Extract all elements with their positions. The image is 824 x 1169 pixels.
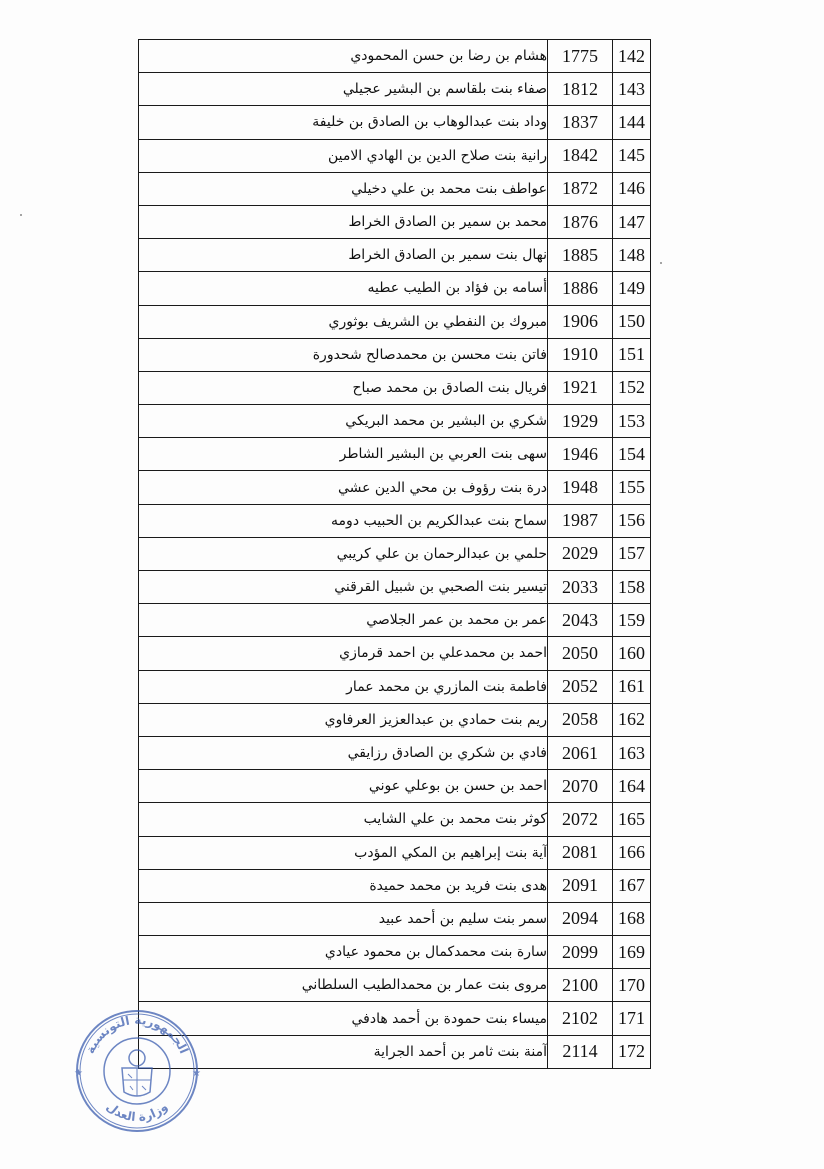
row-full-name: حلمي بن عبدالرحمان بن علي كريبي [139, 537, 548, 570]
row-code: 2033 [548, 571, 613, 604]
row-full-name: مروى بنت عمار بن محمدالطيب السلطاني [139, 969, 548, 1002]
svg-text:★: ★ [74, 1068, 83, 1079]
row-full-name: سهى بنت العربي بن البشير الشاطر [139, 438, 548, 471]
row-code: 2058 [548, 703, 613, 736]
row-number: 146 [613, 172, 651, 205]
names-table-body [139, 40, 651, 1069]
row-number: 163 [613, 736, 651, 769]
row-full-name: آمنة بنت ثامر بن أحمد الجراية [139, 1035, 548, 1068]
table-row [139, 637, 651, 670]
row-number: 143 [613, 73, 651, 106]
row-code: 1910 [548, 338, 613, 371]
row-full-name: مبروك بن النفطي بن الشريف بوثوري [139, 305, 548, 338]
row-full-name: هدى بنت فريد بن محمد حميدة [139, 869, 548, 902]
table-row [139, 338, 651, 371]
names-table [138, 39, 651, 1069]
row-code: 1842 [548, 139, 613, 172]
row-full-name: رانية بنت صلاح الدين بن الهادي الامين [139, 139, 548, 172]
stamp-seal-icon [72, 1006, 202, 1136]
row-full-name: فادي بن شكري بن الصادق رزايقي [139, 736, 548, 769]
row-full-name: تيسير بنت الصحبي بن شبيل القرقني [139, 571, 548, 604]
row-code: 1987 [548, 504, 613, 537]
row-code: 1929 [548, 405, 613, 438]
table-row [139, 902, 651, 935]
row-number: 149 [613, 272, 651, 305]
row-number: 168 [613, 902, 651, 935]
table-row [139, 770, 651, 803]
row-code: 1775 [548, 40, 613, 73]
row-full-name: فاطمة بنت المازري بن محمد عمار [139, 670, 548, 703]
row-number: 153 [613, 405, 651, 438]
table-row [139, 40, 651, 73]
row-number: 147 [613, 205, 651, 238]
row-code: 1921 [548, 371, 613, 404]
table-row [139, 405, 651, 438]
table-row [139, 139, 651, 172]
table-row [139, 471, 651, 504]
table-row [139, 438, 651, 471]
row-full-name: كوثر بنت محمد بن علي الشايب [139, 803, 548, 836]
row-full-name: سماح بنت عبدالكريم بن الحبيب دومه [139, 504, 548, 537]
row-number: 169 [613, 936, 651, 969]
row-code: 1812 [548, 73, 613, 106]
row-full-name: ريم بنت حمادي بن عبدالعزيز العرفاوي [139, 703, 548, 736]
row-number: 170 [613, 969, 651, 1002]
row-code: 1885 [548, 239, 613, 272]
row-code: 2091 [548, 869, 613, 902]
table-row [139, 73, 651, 106]
row-number: 151 [613, 338, 651, 371]
table-row [139, 670, 651, 703]
table-row [139, 504, 651, 537]
row-full-name: هشام بن رضا بن حسن المحمودي [139, 40, 548, 73]
table-row [139, 836, 651, 869]
row-full-name: صفاء بنت بلقاسم بن البشير عجيلي [139, 73, 548, 106]
table-row [139, 869, 651, 902]
table-row [139, 106, 651, 139]
row-number: 142 [613, 40, 651, 73]
table-row [139, 172, 651, 205]
stamp-bottom-text: وزارة العدل [103, 1099, 171, 1125]
row-number: 155 [613, 471, 651, 504]
row-full-name: محمد بن سمير بن الصادق الخراط [139, 205, 548, 238]
table-row [139, 969, 651, 1002]
table-row [139, 371, 651, 404]
row-number: 162 [613, 703, 651, 736]
row-full-name: احمد بن حسن بن بوعلي عوني [139, 770, 548, 803]
table-row [139, 703, 651, 736]
row-full-name: فاتن بنت محسن بن محمدصالح شحدورة [139, 338, 548, 371]
row-code: 1876 [548, 205, 613, 238]
row-full-name: ميساء بنت حمودة بن أحمد هادفي [139, 1002, 548, 1035]
row-full-name: فريال بنت الصادق بن محمد صباح [139, 371, 548, 404]
row-number: 171 [613, 1002, 651, 1035]
row-number: 145 [613, 139, 651, 172]
svg-text:وزارة العدل [104, 1099, 171, 1124]
table-row [139, 604, 651, 637]
row-number: 172 [613, 1035, 651, 1068]
row-code: 1948 [548, 471, 613, 504]
table-row [139, 803, 651, 836]
row-number: 144 [613, 106, 651, 139]
row-number: 167 [613, 869, 651, 902]
row-code: 2029 [548, 537, 613, 570]
row-code: 1872 [548, 172, 613, 205]
row-code: 2081 [548, 836, 613, 869]
table-row [139, 239, 651, 272]
row-full-name: عواطف بنت محمد بن علي دخيلي [139, 172, 548, 205]
row-code: 2050 [548, 637, 613, 670]
row-code: 2070 [548, 770, 613, 803]
table-row [139, 205, 651, 238]
row-code: 2094 [548, 902, 613, 935]
row-full-name: وداد بنت عبدالوهاب بن الصادق بن خليفة [139, 106, 548, 139]
official-stamp [72, 1006, 202, 1136]
row-code: 1886 [548, 272, 613, 305]
table-row [139, 305, 651, 338]
row-code: 1906 [548, 305, 613, 338]
row-code: 2099 [548, 936, 613, 969]
row-code: 2072 [548, 803, 613, 836]
table-row [139, 537, 651, 570]
row-number: 152 [613, 371, 651, 404]
row-full-name: سارة بنت محمدكمال بن محمود عيادي [139, 936, 548, 969]
row-number: 148 [613, 239, 651, 272]
table-row [139, 1035, 651, 1068]
row-code: 2052 [548, 670, 613, 703]
row-full-name: درة بنت رؤوف بن محي الدين عشي [139, 471, 548, 504]
table-row [139, 571, 651, 604]
row-full-name: سمر بنت سليم بن أحمد عبيد [139, 902, 548, 935]
row-number: 156 [613, 504, 651, 537]
row-number: 161 [613, 670, 651, 703]
row-full-name: آية بنت إبراهيم بن المكي المؤدب [139, 836, 548, 869]
row-code: 2100 [548, 969, 613, 1002]
row-code: 2102 [548, 1002, 613, 1035]
svg-text:★: ★ [192, 1068, 201, 1079]
stamp-top-text: الجمهورية التونسية [82, 1012, 192, 1056]
row-number: 166 [613, 836, 651, 869]
table-row [139, 736, 651, 769]
row-code: 2114 [548, 1035, 613, 1068]
row-number: 160 [613, 637, 651, 670]
scan-speck [660, 262, 662, 264]
row-code: 2061 [548, 736, 613, 769]
row-number: 164 [613, 770, 651, 803]
row-number: 154 [613, 438, 651, 471]
row-code: 1946 [548, 438, 613, 471]
table-row [139, 1002, 651, 1035]
row-full-name: نهال بنت سمير بن الصادق الخراط [139, 239, 548, 272]
table-row [139, 936, 651, 969]
row-code: 1837 [548, 106, 613, 139]
row-code: 2043 [548, 604, 613, 637]
scan-speck [20, 214, 22, 216]
row-number: 157 [613, 537, 651, 570]
row-full-name: أسامه بن فؤاد بن الطيب عطيه [139, 272, 548, 305]
table-row [139, 272, 651, 305]
row-number: 159 [613, 604, 651, 637]
row-number: 150 [613, 305, 651, 338]
row-full-name: احمد بن محمدعلي بن احمد قرمازي [139, 637, 548, 670]
row-full-name: عمر بن محمد بن عمر الجلاصي [139, 604, 548, 637]
row-number: 165 [613, 803, 651, 836]
row-number: 158 [613, 571, 651, 604]
row-full-name: شكري بن البشير بن محمد البريكي [139, 405, 548, 438]
